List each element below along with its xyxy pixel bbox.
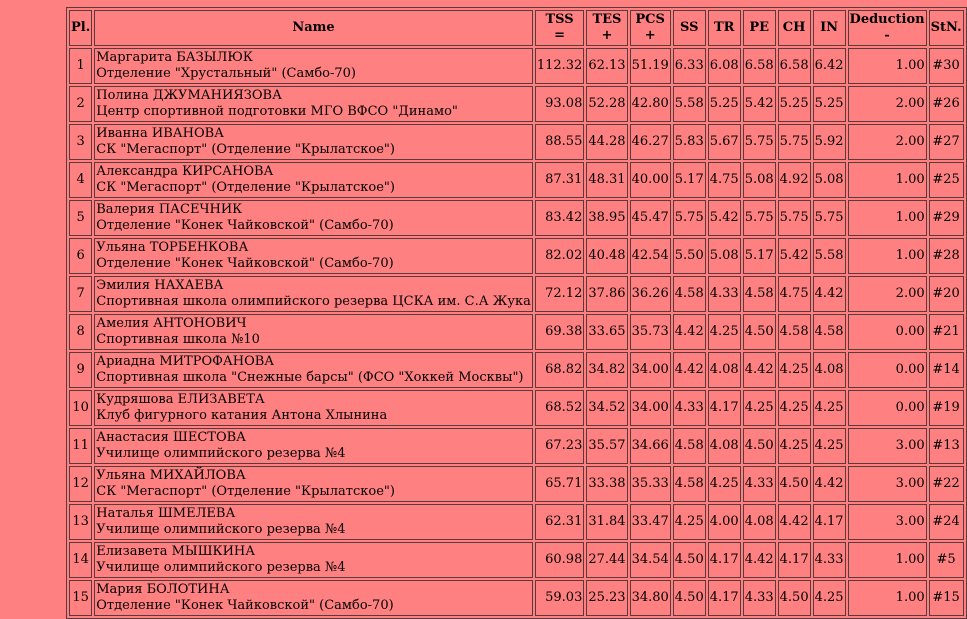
tr-cell: 4.25 (708, 466, 741, 502)
header-name (94, 10, 533, 46)
pe-cell: 5.42 (743, 86, 776, 122)
header-tes (586, 10, 627, 46)
skater-cell (94, 86, 533, 122)
in-cell: 4.42 (813, 466, 846, 502)
place-cell: 14 (69, 542, 92, 578)
results-table (66, 7, 967, 619)
skater-cell (94, 200, 533, 236)
tr-cell: 4.08 (708, 352, 741, 388)
place-cell: 6 (69, 238, 92, 274)
pe-cell: 6.58 (743, 48, 776, 84)
tr-cell: 5.25 (708, 86, 741, 122)
skater-name: Ульяна МИХАЙЛОВА (96, 468, 246, 483)
ss-cell: 4.33 (673, 390, 706, 426)
pe-cell: 4.33 (743, 466, 776, 502)
start-number-cell: #20 (929, 276, 964, 312)
skater-club: Отделение "Конек Чайковской" (Самбо-70) (96, 218, 394, 233)
skater-club: Клуб фигурного катания Антона Хлынина (96, 408, 388, 423)
tss-cell: 82.02 (535, 238, 585, 274)
pe-cell: 4.08 (743, 504, 776, 540)
place-cell: 2 (69, 86, 92, 122)
skater-name: Маргарита БАЗЫЛЮК (96, 50, 253, 65)
pcs-cell: 34.00 (630, 352, 671, 388)
header-place (69, 10, 92, 46)
tr-cell: 5.67 (708, 124, 741, 160)
pe-cell: 4.42 (743, 352, 776, 388)
tss-cell: 68.52 (535, 390, 585, 426)
skater-club: СК "Мегаспорт" (Отделение "Крылатское") (96, 484, 395, 499)
header-pe (743, 10, 776, 46)
tss-cell: 67.23 (535, 428, 585, 464)
table-row (69, 162, 964, 198)
in-cell: 4.25 (813, 580, 846, 616)
deduction-cell: 1.00 (848, 542, 927, 578)
start-number-cell: #19 (929, 390, 964, 426)
pcs-cell: 46.27 (630, 124, 671, 160)
tr-cell: 5.08 (708, 238, 741, 274)
header-tr (708, 10, 741, 46)
tes-cell: 33.65 (586, 314, 627, 350)
table-row (69, 86, 964, 122)
tes-cell: 33.38 (586, 466, 627, 502)
ss-cell: 5.75 (673, 200, 706, 236)
skater-club: Спортивная школа "Снежные барсы" (ФСО "Хоккей Москвы") (96, 370, 524, 385)
header-deduction-sign: - (884, 28, 890, 43)
tr-cell: 4.00 (708, 504, 741, 540)
place-cell: 12 (69, 466, 92, 502)
ch-cell: 6.58 (778, 48, 811, 84)
table-row (69, 542, 964, 578)
pe-cell: 5.75 (743, 124, 776, 160)
place-cell: 11 (69, 428, 92, 464)
ch-cell: 4.75 (778, 276, 811, 312)
start-number-cell: #24 (929, 504, 964, 540)
ss-cell: 4.25 (673, 504, 706, 540)
pcs-cell: 36.26 (630, 276, 671, 312)
header-in-label: IN (820, 20, 839, 35)
tss-cell: 59.03 (535, 580, 585, 616)
tr-cell: 4.33 (708, 276, 741, 312)
place-cell: 13 (69, 504, 92, 540)
skater-name: Ариадна МИТРОФАНОВА (96, 354, 275, 369)
table-row (69, 428, 964, 464)
header-ch (778, 10, 811, 46)
skater-cell (94, 390, 533, 426)
start-number-cell: #25 (929, 162, 964, 198)
skater-name: Александра КИРСАНОВА (96, 164, 274, 179)
ss-cell: 5.50 (673, 238, 706, 274)
ss-cell: 4.58 (673, 428, 706, 464)
table-row (69, 124, 964, 160)
tes-cell: 62.13 (586, 48, 627, 84)
deduction-cell: 2.00 (848, 86, 927, 122)
in-cell: 5.25 (813, 86, 846, 122)
tss-cell: 93.08 (535, 86, 585, 122)
header-stn (929, 10, 964, 46)
pe-cell: 4.58 (743, 276, 776, 312)
tes-cell: 48.31 (586, 162, 627, 198)
header-ss-label: SS (680, 20, 699, 35)
header-deduction (848, 10, 927, 46)
table-row (69, 314, 964, 350)
deduction-cell: 2.00 (848, 276, 927, 312)
tss-cell: 83.42 (535, 200, 585, 236)
skater-club: СК "Мегаспорт" (Отделение "Крылатское") (96, 142, 395, 157)
skater-name: Иванна ИВАНОВА (96, 126, 224, 141)
pcs-cell: 40.00 (630, 162, 671, 198)
ss-cell: 4.58 (673, 276, 706, 312)
tes-cell: 52.28 (586, 86, 627, 122)
ch-cell: 4.17 (778, 542, 811, 578)
pe-cell: 4.33 (743, 580, 776, 616)
header-row (69, 10, 964, 46)
ss-cell: 4.50 (673, 580, 706, 616)
header-pe-label: PE (749, 20, 769, 35)
skater-cell (94, 124, 533, 160)
skater-cell (94, 352, 533, 388)
skater-name: Анастасия ШЕСТОВА (96, 430, 247, 445)
start-number-cell: #30 (929, 48, 964, 84)
in-cell: 5.08 (813, 162, 846, 198)
header-tss-sign: = (554, 28, 566, 43)
skater-club: СК "Мегаспорт" (Отделение "Крылатское") (96, 180, 395, 195)
tss-cell: 112.32 (535, 48, 585, 84)
in-cell: 4.42 (813, 276, 846, 312)
in-cell: 4.25 (813, 390, 846, 426)
tss-cell: 62.31 (535, 504, 585, 540)
skater-cell (94, 162, 533, 198)
table-row (69, 466, 964, 502)
header-pcs-sign: + (644, 28, 656, 43)
pcs-cell: 35.73 (630, 314, 671, 350)
tr-cell: 4.25 (708, 314, 741, 350)
deduction-cell: 0.00 (848, 390, 927, 426)
tr-cell: 4.17 (708, 580, 741, 616)
pcs-cell: 33.47 (630, 504, 671, 540)
skater-club: Отделение "Хрустальный" (Самбо-70) (96, 66, 356, 81)
in-cell: 5.58 (813, 238, 846, 274)
skater-name: Полина ДЖУМАНИЯЗОВА (96, 88, 282, 103)
skater-club: Спортивная школа №10 (96, 332, 260, 347)
header-tes-sign: + (601, 28, 613, 43)
pcs-cell: 34.00 (630, 390, 671, 426)
skater-club: Центр спортивной подготовки МГО ВФСО "Динамо" (96, 104, 458, 119)
deduction-cell: 3.00 (848, 466, 927, 502)
header-tss-label: TSS (545, 12, 574, 27)
skater-name: Амелия АНТОНОВИЧ (96, 316, 247, 331)
tr-cell: 6.08 (708, 48, 741, 84)
ss-cell: 4.42 (673, 314, 706, 350)
ss-cell: 6.33 (673, 48, 706, 84)
tes-cell: 27.44 (586, 542, 627, 578)
in-cell: 5.92 (813, 124, 846, 160)
pcs-cell: 35.33 (630, 466, 671, 502)
ss-cell: 4.58 (673, 466, 706, 502)
pcs-cell: 45.47 (630, 200, 671, 236)
start-number-cell: #28 (929, 238, 964, 274)
pcs-cell: 51.19 (630, 48, 671, 84)
skater-name: Эмилия НАХАЕВА (96, 278, 224, 293)
header-pcs (630, 10, 671, 46)
skater-club: Училище олимпийского резерва №4 (96, 522, 346, 537)
pe-cell: 4.50 (743, 314, 776, 350)
in-cell: 4.25 (813, 428, 846, 464)
deduction-cell: 1.00 (848, 200, 927, 236)
pcs-cell: 34.80 (630, 580, 671, 616)
tss-cell: 60.98 (535, 542, 585, 578)
tes-cell: 37.86 (586, 276, 627, 312)
place-cell: 3 (69, 124, 92, 160)
skater-cell (94, 238, 533, 274)
start-number-cell: #15 (929, 580, 964, 616)
header-in (813, 10, 846, 46)
skater-club: Отделение "Конек Чайковской" (Самбо-70) (96, 598, 394, 613)
ss-cell: 4.42 (673, 352, 706, 388)
pcs-cell: 34.66 (630, 428, 671, 464)
in-cell: 6.42 (813, 48, 846, 84)
place-cell: 10 (69, 390, 92, 426)
start-number-cell: #21 (929, 314, 964, 350)
start-number-cell: #29 (929, 200, 964, 236)
skater-cell (94, 428, 533, 464)
tss-cell: 65.71 (535, 466, 585, 502)
tes-cell: 35.57 (586, 428, 627, 464)
header-name-label: Name (292, 20, 335, 35)
deduction-cell: 1.00 (848, 162, 927, 198)
pcs-cell: 42.80 (630, 86, 671, 122)
pcs-cell: 34.54 (630, 542, 671, 578)
table-row (69, 352, 964, 388)
deduction-cell: 3.00 (848, 428, 927, 464)
ch-cell: 5.75 (778, 124, 811, 160)
ss-cell: 4.50 (673, 542, 706, 578)
deduction-cell: 0.00 (848, 314, 927, 350)
header-deduction-label: Deduction (849, 12, 925, 27)
place-cell: 9 (69, 352, 92, 388)
skater-name: Наталья ШМЕЛЕВА (96, 506, 236, 521)
tes-cell: 31.84 (586, 504, 627, 540)
start-number-cell: #14 (929, 352, 964, 388)
start-number-cell: #5 (929, 542, 964, 578)
ss-cell: 5.83 (673, 124, 706, 160)
ch-cell: 4.50 (778, 466, 811, 502)
ch-cell: 4.58 (778, 314, 811, 350)
ch-cell: 5.25 (778, 86, 811, 122)
table-row (69, 48, 964, 84)
place-cell: 5 (69, 200, 92, 236)
start-number-cell: #13 (929, 428, 964, 464)
tes-cell: 38.95 (586, 200, 627, 236)
ch-cell: 5.42 (778, 238, 811, 274)
header-ch-label: CH (782, 20, 806, 35)
pe-cell: 5.75 (743, 200, 776, 236)
place-cell: 4 (69, 162, 92, 198)
tes-cell: 40.48 (586, 238, 627, 274)
deduction-cell: 1.00 (848, 238, 927, 274)
ch-cell: 4.92 (778, 162, 811, 198)
tr-cell: 4.17 (708, 542, 741, 578)
pe-cell: 5.08 (743, 162, 776, 198)
tr-cell: 4.08 (708, 428, 741, 464)
ch-cell: 4.25 (778, 390, 811, 426)
skater-club: Отделение "Конек Чайковской" (Самбо-70) (96, 256, 394, 271)
tr-cell: 4.75 (708, 162, 741, 198)
tes-cell: 25.23 (586, 580, 627, 616)
skater-club: Училище олимпийского резерва №4 (96, 446, 346, 461)
skater-club: Училище олимпийского резерва №4 (96, 560, 346, 575)
tr-cell: 5.42 (708, 200, 741, 236)
in-cell: 4.33 (813, 542, 846, 578)
deduction-cell: 2.00 (848, 124, 927, 160)
header-place-label: Pl. (71, 20, 91, 35)
ss-cell: 5.17 (673, 162, 706, 198)
skater-cell (94, 542, 533, 578)
tes-cell: 44.28 (586, 124, 627, 160)
table-row (69, 504, 964, 540)
in-cell: 4.58 (813, 314, 846, 350)
skater-name: Кудряшова ЕЛИЗАВЕТА (96, 392, 265, 407)
header-tes-label: TES (592, 12, 622, 27)
start-number-cell: #26 (929, 86, 964, 122)
pe-cell: 4.42 (743, 542, 776, 578)
ch-cell: 4.50 (778, 580, 811, 616)
header-stn-label: StN. (930, 20, 962, 35)
place-cell: 8 (69, 314, 92, 350)
skater-name: Мария БОЛОТИНА (96, 582, 230, 597)
start-number-cell: #22 (929, 466, 964, 502)
tss-cell: 69.38 (535, 314, 585, 350)
tes-cell: 34.82 (586, 352, 627, 388)
ch-cell: 4.42 (778, 504, 811, 540)
ch-cell: 4.25 (778, 428, 811, 464)
place-cell: 15 (69, 580, 92, 616)
header-ss (673, 10, 706, 46)
tes-cell: 34.52 (586, 390, 627, 426)
in-cell: 4.17 (813, 504, 846, 540)
results-body (69, 48, 964, 616)
results-header (69, 10, 964, 46)
pe-cell: 4.25 (743, 390, 776, 426)
deduction-cell: 0.00 (848, 352, 927, 388)
tss-cell: 87.31 (535, 162, 585, 198)
ch-cell: 4.25 (778, 352, 811, 388)
skater-name: Елизавета МЫШКИНА (96, 544, 256, 559)
pe-cell: 4.50 (743, 428, 776, 464)
skater-cell (94, 48, 533, 84)
tss-cell: 68.82 (535, 352, 585, 388)
tss-cell: 72.12 (535, 276, 585, 312)
table-row (69, 580, 964, 616)
ch-cell: 5.75 (778, 200, 811, 236)
skater-cell (94, 276, 533, 312)
in-cell: 5.75 (813, 200, 846, 236)
deduction-cell: 3.00 (848, 504, 927, 540)
skater-cell (94, 580, 533, 616)
pcs-cell: 42.54 (630, 238, 671, 274)
in-cell: 4.08 (813, 352, 846, 388)
place-cell: 7 (69, 276, 92, 312)
skater-club: Спортивная школа олимпийского резерва ЦСКА им. С.А Жука (96, 294, 531, 309)
header-pcs-label: PCS (635, 12, 665, 27)
tss-cell: 88.55 (535, 124, 585, 160)
table-row (69, 200, 964, 236)
start-number-cell: #27 (929, 124, 964, 160)
pe-cell: 5.17 (743, 238, 776, 274)
deduction-cell: 1.00 (848, 580, 927, 616)
skater-name: Валерия ПАСЕЧНИК (96, 202, 243, 217)
table-row (69, 390, 964, 426)
header-tss (535, 10, 585, 46)
deduction-cell: 1.00 (848, 48, 927, 84)
header-tr-label: TR (713, 20, 735, 35)
table-row (69, 238, 964, 274)
place-cell: 1 (69, 48, 92, 84)
table-row (69, 276, 964, 312)
ss-cell: 5.58 (673, 86, 706, 122)
skater-name: Ульяна ТОРБЕНКОВА (96, 240, 249, 255)
skater-cell (94, 314, 533, 350)
skater-cell (94, 504, 533, 540)
tr-cell: 4.17 (708, 390, 741, 426)
skater-cell (94, 466, 533, 502)
